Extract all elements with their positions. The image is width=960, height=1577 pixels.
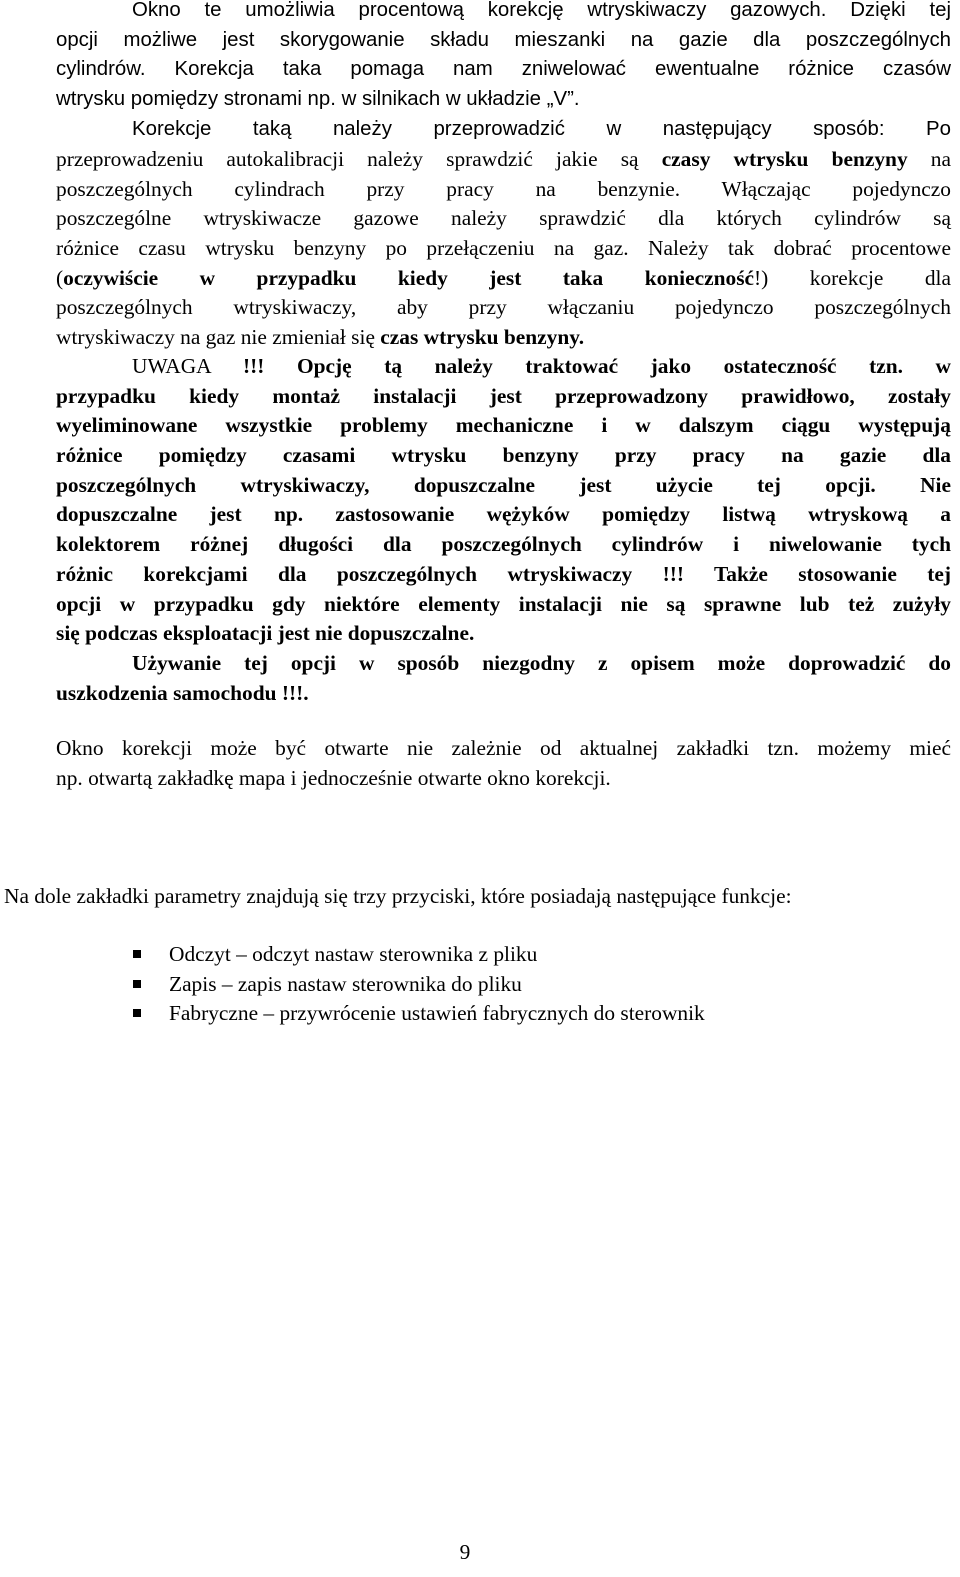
text-line: poszczególnych cylindrach przy pracy na benzynie. Włączając pojedynczo [56, 176, 951, 201]
square-bullet-icon [133, 950, 141, 958]
buttons-intro-paragraph [4, 882, 954, 912]
list-item [133, 999, 705, 1029]
list-item-text: Odczyt – odczyt nastaw sterownika z pliku [169, 942, 538, 966]
text-line: cylindrów. Korekcja taka pomaga nam zniwelować ewentualne różnice czasów [56, 58, 951, 81]
page-number: 9 [459, 1540, 471, 1564]
list-item [133, 940, 705, 970]
list-item-text: Fabryczne – przywrócenie ustawień fabrycznych do sterownik [169, 1001, 705, 1026]
procedure-paragraph [56, 145, 951, 353]
text-line: wyeliminowane wszystkie problemy mechaniczne i w dalszym ciągu występują [56, 413, 951, 438]
text-line: różnic korekcjami dla poszczególnych wtryskiwaczy !!! Także stosowanie tej [56, 561, 951, 586]
list-item [133, 970, 705, 1000]
list-item-text: Zapis – zapis nastaw sterownika do pliku [169, 971, 522, 996]
text-line: UWAGA !!! Opcję tą należy traktować jako ostateczność tzn. w [132, 354, 951, 378]
text-line: różnice czasu wtrysku benzyny po przełączeniu na gaz. Należy tak dobrać procentowe [56, 236, 951, 261]
text-line: opcji możliwe jest skorygowanie składu mieszanki na gazie dla poszczególnych [56, 28, 951, 51]
square-bullet-icon [133, 1009, 141, 1017]
text-line: Okno te umożliwia procentową korekcję wtryskiwaczy gazowych. Dzięki tej [132, 0, 951, 21]
text-line: Okno korekcji może być otwarte nie zależnie od aktualnej zakładki tzn. możemy mieć [56, 736, 951, 760]
text-line: (oczywiście w przypadku kiedy jest taka konieczność!) korekcje dla [56, 265, 951, 290]
text-line: opcji w przypadku gdy niektóre elementy instalacji nie są sprawne lub też zużyły [56, 591, 951, 616]
text-line: wtryskiwaczy na gaz nie zmieniał się czas wtrysku benzyny. [56, 325, 585, 350]
text-line: przypadku kiedy montaż instalacji jest przeprowadzony prawidłowo, zostały [56, 383, 951, 408]
text-line: poszczególnych wtryskiwaczy, dopuszczalne jest użycie tej opcji. Nie [56, 472, 951, 497]
text-line: przeprowadzeniu autokalibracji należy sprawdzić jakie są czasy wtrysku benzyny na [56, 147, 951, 171]
square-bullet-icon [133, 980, 141, 988]
text-line: Korekcje taką należy przeprowadzić w następujący sposób: Po [132, 117, 951, 140]
buttons-list [133, 940, 705, 1029]
text-line: się podczas eksploatacji jest nie dopuszczalne. [56, 621, 475, 646]
window-note-paragraph [56, 734, 951, 793]
text-line: kolektorem różnej długości dla poszczególnych cylindrów i niwelowanie tych [56, 532, 951, 557]
text-line: Na dole zakładki parametry znajdują się trzy przyciski, które posiadają następujące funkcje: [4, 884, 792, 908]
text-line: Używanie tej opcji w sposób niezgodny z opisem może doprowadzić do [132, 650, 951, 675]
text-line: poszczególne wtryskiwacze gazowe należy sprawdzić dla których cylindrów są [56, 206, 951, 231]
text-line: wtrysku pomiędzy stronami np. w silnikach w układzie „V”. [56, 88, 580, 111]
text-line: poszczególnych wtryskiwaczy, aby przy włączaniu pojedynczo poszczególnych [56, 295, 951, 320]
text-line: dopuszczalne jest np. zastosowanie wężyków pomiędzy listwą wtryskową a [56, 502, 951, 527]
intro-paragraph [56, 0, 951, 144]
text-line: różnice pomiędzy czasami wtrysku benzyny przy pracy na gazie dla [56, 443, 951, 468]
warning-paragraph [56, 352, 951, 708]
text-line: np. otwartą zakładkę mapa i jednocześnie otwarte okno korekcji. [56, 765, 611, 790]
text-line: uszkodzenia samochodu !!!. [56, 680, 309, 705]
